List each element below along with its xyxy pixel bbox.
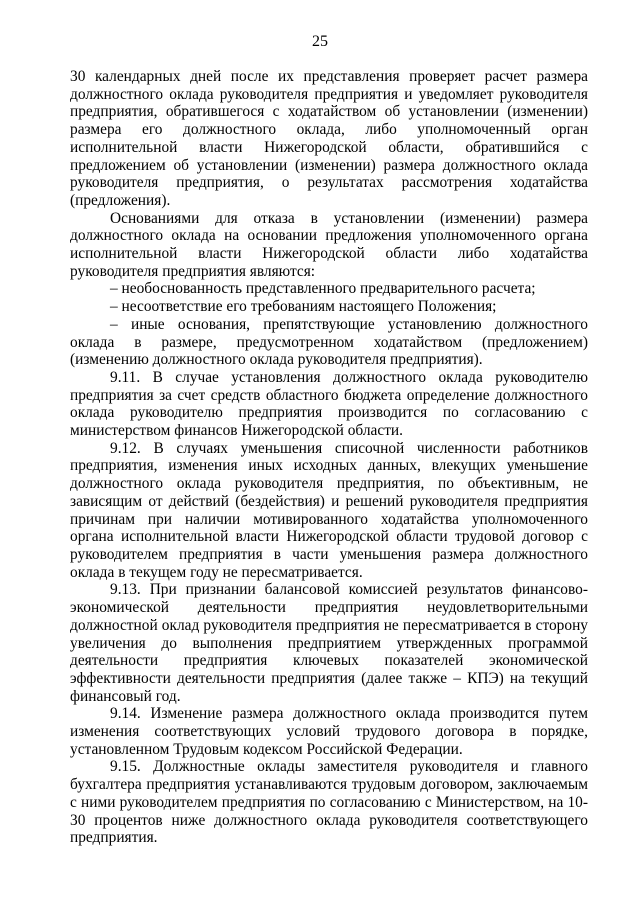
paragraph-9-13: 9.13. При признании балансовой комиссией результатов финансово-экономической деятельности предприятия неудовлетворительными должностной оклад руководителя предприятия не пересматривается в сторону увеличения до выполнения предприятием утвержденных программой деятельности предприятия ключевых показателей экономической эффективности деятельности предприятия (далее также – КПЭ) на текущий финансовый год.: [70, 581, 588, 705]
paragraph-9-11: 9.11. В случае установления должностного оклада руководителю предприятия за счет средств областного бюджета определение должностного оклада руководителю предприятия производится по согласованию с министерством финансов Нижегородской области.: [70, 368, 588, 440]
document-body: [70, 68, 588, 847]
paragraph-9-14: 9.14. Изменение размера должностного оклада производится путем изменения соответствующих условий трудового договора в порядке, установленном Трудовым кодексом Российской Федерации.: [70, 705, 588, 758]
paragraph-9-15: 9.15. Должностные оклады заместителя руководителя и главного бухгалтера предприятия устанавливаются трудовым договором, заключаемым с ними руководителем предприятия по согласованию с Министерством, на 10-30 процентов ниже должностного оклада руководителя соответствующего предприятия.: [70, 758, 588, 847]
page-number: 25: [312, 33, 328, 50]
list-item-unfounded-calculation: – необоснованность представленного предварительного расчета;: [110, 280, 536, 298]
paragraph-refusal-grounds: Основаниями для отказа в установлении (изменении) размера должностного оклада на основании предложения уполномоченного органа исполнительной власти Нижегородской области либо ходатайства руководителя предприятия являются:: [70, 209, 588, 280]
paragraph-continuation: 30 календарных дней после их представления проверяет расчет размера должностного оклада руководителя предприятия и уведомляет руководителя предприятия, обратившегося с ходатайством об установлении (изменении) размера его должностного оклада, либо уполномоченный орган исполнительной власти Нижегородской области, обратившийся с предложением об установлении (изменении) размера должностного оклада руководителя предприятия, о результатах рассмотрения ходатайства (предложения).: [70, 68, 588, 209]
list-item-noncompliance: – несоответствие его требованиям настоящего Положения;: [110, 298, 497, 316]
paragraph-9-12: 9.12. В случаях уменьшения списочной численности работников предприятия, изменения иных исходных данных, влекущих уменьшение должностного оклада руководителя предприятия, по объективным, не зависящим от действий (бездействия) и решений руководителя предприятия причинам при наличии мотивированного ходатайства уполномоченного органа исполнительной власти Нижегородской области трудовой договор с руководителем предприятия в части уменьшения размера должностного оклада в текущем году не пересматривается.: [70, 439, 588, 581]
list-item-other-grounds: – иные основания, препятствующие установлению должностного оклада в размере, предусмотренном ходатайством (предложением) (изменению должностного оклада руководителя предприятия).: [70, 315, 588, 369]
